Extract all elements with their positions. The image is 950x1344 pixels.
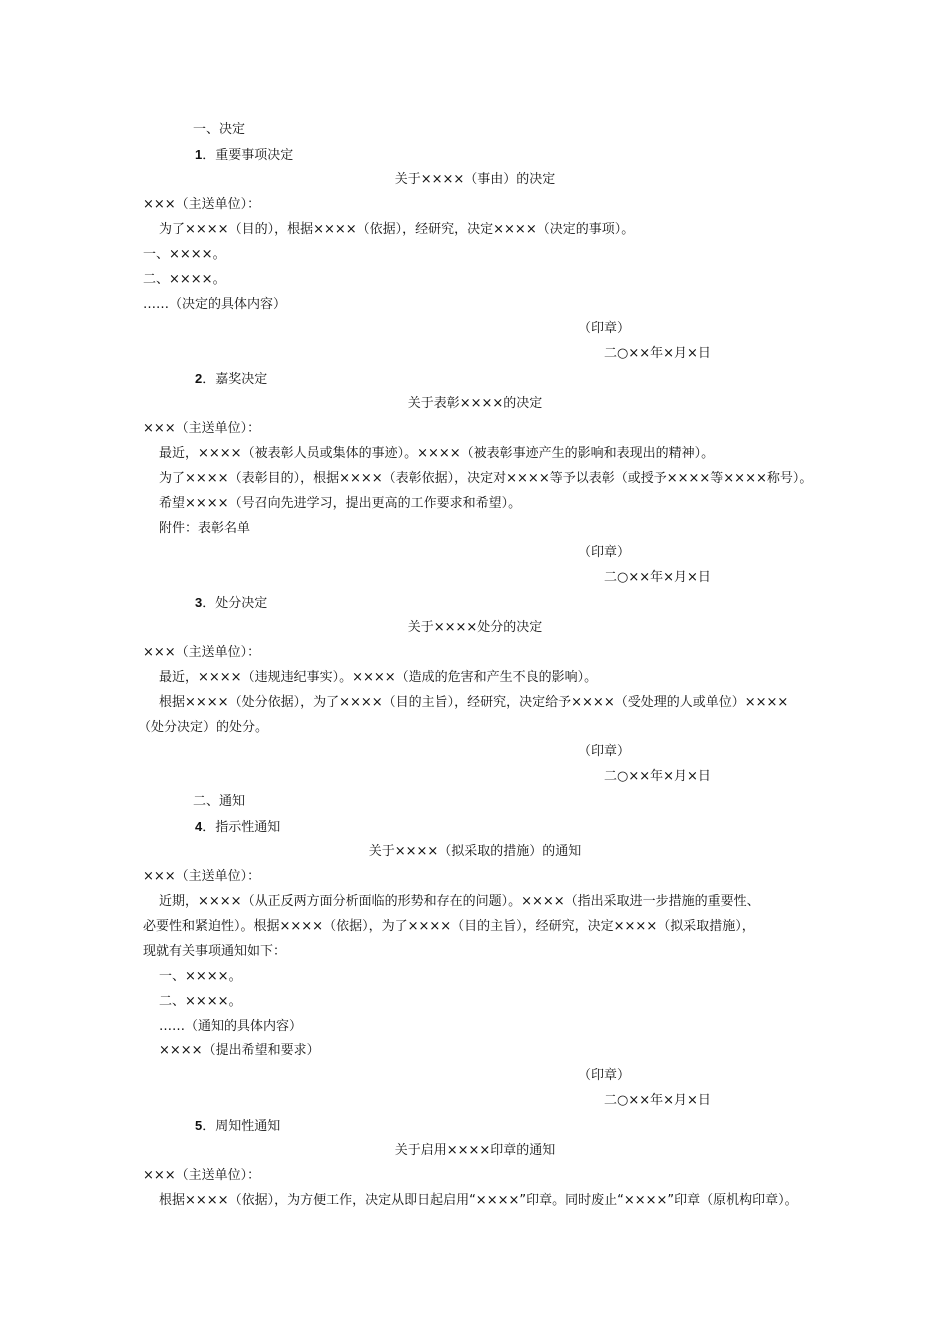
document-title: 关于××××（事由）的决定 xyxy=(394,172,556,187)
date-line: 二○××年×月×日 xyxy=(604,346,711,361)
list-item: 一、××××。 xyxy=(159,969,242,984)
addressee: ×××（主送单位）： xyxy=(143,197,261,212)
subsection-number: 5 xyxy=(195,1118,203,1133)
subsection-heading-5 xyxy=(195,1117,280,1136)
body-paragraph: 希望××××（号召向先进学习，提出更高的工作要求和希望）。 xyxy=(159,496,522,511)
body-paragraph: 为了××××（目的），根据××××（依据），经研究，决定××××（决定的事项）。 xyxy=(159,222,635,237)
subsection-heading-1 xyxy=(195,146,293,165)
subsection-title: ．处分决定 xyxy=(202,596,268,611)
body-paragraph: 根据××××（依据），为方便工作，决定从即日起启用“××××”印章。同时废止“××××”印章（原机构印章）。 xyxy=(159,1193,798,1208)
list-item: 一、××××。 xyxy=(143,247,226,262)
date-line: 二○××年×月×日 xyxy=(604,769,711,784)
subsection-heading-3 xyxy=(195,594,267,613)
section-heading-notice: 二、通知 xyxy=(193,794,246,809)
seal-placeholder: （印章） xyxy=(578,744,631,759)
body-paragraph-continued: （处分决定）的处分。 xyxy=(138,720,269,735)
seal-placeholder: （印章） xyxy=(578,545,631,560)
subsection-number: 2 xyxy=(195,371,203,386)
document-title: 关于××××（拟采取的措施）的通知 xyxy=(368,844,582,859)
list-item: ××××（提出希望和要求） xyxy=(159,1043,320,1058)
body-paragraph: 最近，××××（被表彰人员或集体的事迹）。××××（被表彰事迹产生的影响和表现出的精神）。 xyxy=(159,446,715,461)
list-item: 二、××××。 xyxy=(159,994,242,1009)
addressee: ×××（主送单位）： xyxy=(143,645,261,660)
body-paragraph: 为了××××（表彰目的），根据××××（表彰依据），决定对××××等予以表彰（或授予××××等××××称号）。 xyxy=(159,471,813,486)
body-paragraph: 最近，××××（违规违纪事实）。××××（造成的危害和产生不良的影响）。 xyxy=(159,670,598,685)
document-title: 关于××××处分的决定 xyxy=(407,620,543,635)
subsection-number: 3 xyxy=(195,595,203,610)
section-heading-decision: 一、决定 xyxy=(193,122,246,137)
subsection-title: ．指示性通知 xyxy=(202,820,281,835)
body-paragraph-continued: 现就有关事项通知如下： xyxy=(143,944,287,959)
subsection-title: ．重要事项决定 xyxy=(202,148,294,163)
list-item: ……（通知的具体内容） xyxy=(159,1019,303,1034)
attachment-line: 附件：表彰名单 xyxy=(159,521,251,536)
addressee: ×××（主送单位）： xyxy=(143,421,261,436)
document-title: 关于启用××××印章的通知 xyxy=(394,1143,556,1158)
subsection-title: ．嘉奖决定 xyxy=(202,372,268,387)
body-paragraph: 根据××××（处分依据），为了××××（目的主旨），经研究，决定给予××××（受处理的人或单位）×××× xyxy=(159,695,789,710)
seal-placeholder: （印章） xyxy=(578,321,631,336)
document-title: 关于表彰××××的决定 xyxy=(407,396,543,411)
list-item: 二、××××。 xyxy=(143,272,226,287)
subsection-number: 1 xyxy=(195,147,203,162)
subsection-heading-2 xyxy=(195,370,267,389)
list-item: ……（决定的具体内容） xyxy=(143,297,287,312)
date-line: 二○××年×月×日 xyxy=(604,1093,711,1108)
addressee: ×××（主送单位）： xyxy=(143,869,261,884)
subsection-title: ．周知性通知 xyxy=(202,1119,281,1134)
body-paragraph: 近期，××××（从正反两方面分析面临的形势和存在的问题）。××××（指出采取进一步措施的重要性、 xyxy=(159,894,760,909)
seal-placeholder: （印章） xyxy=(578,1068,631,1083)
subsection-heading-4 xyxy=(195,818,280,837)
addressee: ×××（主送单位）： xyxy=(143,1168,261,1183)
subsection-number: 4 xyxy=(195,819,203,834)
body-paragraph-continued: 必要性和紧迫性）。根据××××（依据），为了××××（目的主旨），经研究，决定××××（拟采取措施）， xyxy=(143,919,755,934)
date-line: 二○××年×月×日 xyxy=(604,570,711,585)
